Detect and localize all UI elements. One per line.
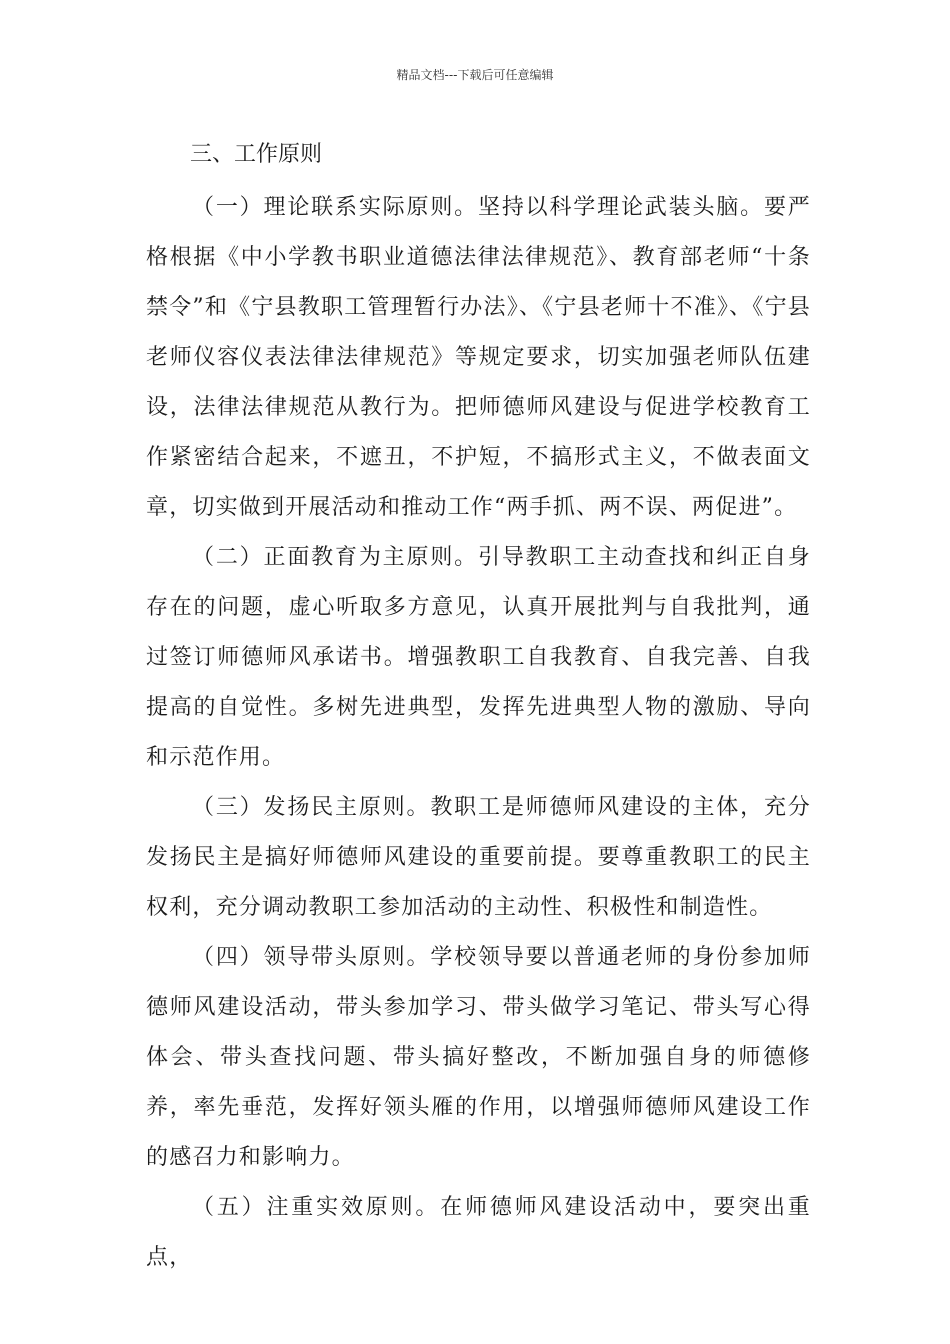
section-heading: 三、工作原则: [190, 142, 323, 167]
paragraph-principle-1: （一）理论联系实际原则。坚持以科学理论武装头脑。要严格根据《中小学教书职业道德法律法律规范》、教育部老师“十条禁令”和《宁县教职工管理暂行办法》、《宁县老师十不准》、《宁县老师仪容仪表法律法律规范》等规定要求，切实加强老师队伍建设，法律法律规范从教行为。把师德师风建设与促进学校教育工作紧密结合起来，不遮丑，不护短，不搞形式主义，不做表面文章，切实做到开展活动和推动工作“两手抓、两不误、两促进”。: [146, 195, 811, 520]
page-header: 精品文档---下载后可任意编辑: [396, 68, 554, 82]
document-body: [146, 135, 811, 1283]
paragraph-principle-2: （二）正面教育为主原则。引导教职工主动查找和纠正自身存在的问题，虚心听取多方意见，认真开展批判与自我批判，通过签订师德师风承诺书。增强教职工自我教育、自我完善、自我提高的自觉性。多树先进典型，发挥先进典型人物的激励、导向和示范作用。: [146, 545, 811, 770]
paragraph-principle-4: （四）领导带头原则。学校领导要以普通老师的身份参加师德师风建设活动，带头参加学习、带头做学习笔记、带头写心得体会、带头查找问题、带头搞好整改，不断加强自身的师德修养，率先垂范，发挥好领头雁的作用，以增强师德师风建设工作的感召力和影响力。: [146, 945, 811, 1170]
paragraph-principle-3: （三）发扬民主原则。教职工是师德师风建设的主体，充分发扬民主是搞好师德师风建设的重要前提。要尊重教职工的民主权利，充分调动教职工参加活动的主动性、积极性和制造性。: [146, 795, 811, 920]
paragraph-principle-5: （五）注重实效原则。在师德师风建设活动中，要突出重点，: [146, 1195, 811, 1270]
